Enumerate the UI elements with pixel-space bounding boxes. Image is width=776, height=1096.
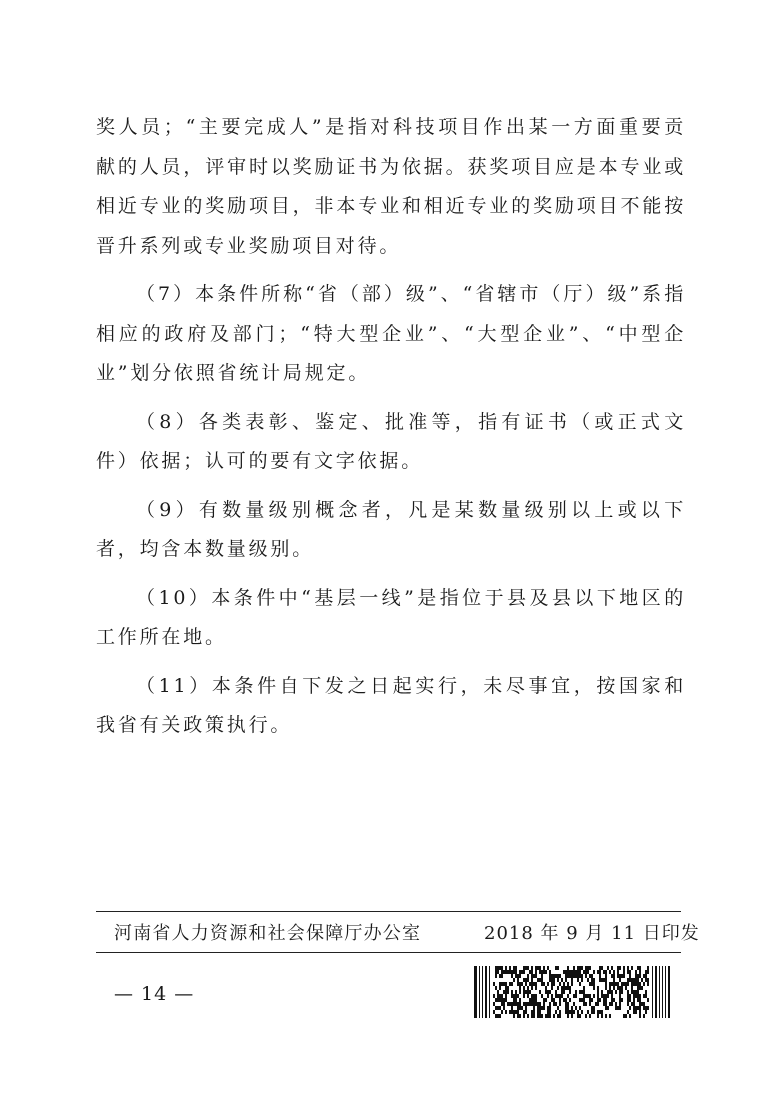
paragraph-item-9: （9）有数量级别概念者，凡是某数量级别以上或以下者，均含本数量级别。 bbox=[96, 498, 686, 560]
page-number: — 14 — bbox=[114, 983, 195, 1005]
body-text bbox=[96, 108, 686, 755]
paragraph-continuation: 奖人员；“主要完成人”是指对科技项目作出某一方面重要贡献的人员，评审时以奖励证书为依据。获奖项目应是本专业或相近专业的奖励项目，非本专业和相近专业的奖励项目不能按晋升系列或专业奖励项目对待。 bbox=[96, 116, 686, 257]
issuing-office: 河南省人力资源和社会保障厅办公室 bbox=[114, 923, 422, 944]
paragraph-item-10: （10）本条件中“基层一线”是指位于县及县以下地区的工作所在地。 bbox=[96, 586, 686, 648]
paragraph-item-11: （11）本条件自下发之日起实行，未尽事宜，按国家和我省有关政策执行。 bbox=[96, 674, 686, 736]
footer-rule-bottom bbox=[96, 952, 681, 953]
footer-rule-top bbox=[96, 911, 681, 912]
barcode-icon bbox=[474, 966, 670, 1018]
paragraph-item-8: （8）各类表彰、鉴定、批准等，指有证书（或正式文件）依据；认可的要有文字依据。 bbox=[96, 410, 686, 472]
paragraph-item-7: （7）本条件所称“省（部）级”、“省辖市（厅）级”系指相应的政府及部门；“特大型企业”、“大型企业”、“中型企业”划分依照省统计局规定。 bbox=[96, 283, 686, 384]
issue-date: 2018 年 9 月 11 日印发 bbox=[484, 923, 700, 944]
